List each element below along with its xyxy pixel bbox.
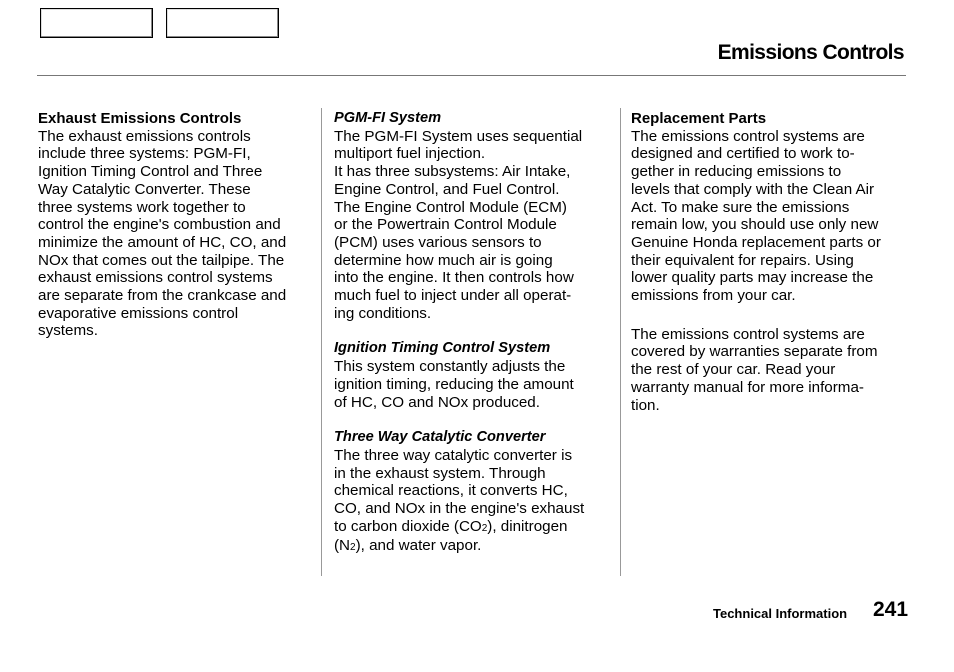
body-line: lower quality parts may increase the: [631, 269, 874, 287]
body-line: ing conditions.: [334, 304, 432, 322]
body-line: tion.: [631, 396, 660, 414]
body-line: multiport fuel injection.: [334, 145, 486, 163]
body-line: levels that comply with the Clean Air: [631, 180, 875, 198]
previous-page-button[interactable]: [40, 8, 153, 38]
body-text: ), dinitrogen: [487, 517, 568, 535]
column-divider: [321, 108, 322, 576]
body-line: This system constantly adjusts the: [334, 358, 566, 376]
body-line: ignition timing, reducing the amount: [334, 375, 574, 393]
body-line: The three way catalytic converter is: [334, 446, 573, 464]
body-line: (PCM) uses various sensors to: [334, 233, 542, 251]
subscript: 2: [350, 542, 356, 554]
body-text: ), and water vapor.: [355, 537, 482, 555]
subscript: 2: [481, 522, 488, 534]
ignition-timing-heading: Ignition Timing Control System: [334, 340, 551, 357]
body-line: systems.: [38, 322, 98, 340]
catalytic-converter-heading: Three Way Catalytic Converter: [334, 429, 546, 446]
body-line: include three systems: PGM-FI,: [38, 145, 251, 163]
body-line: much fuel to inject under all operat-: [334, 287, 572, 305]
body-line: warranty manual for more informa-: [631, 378, 864, 396]
page-number: 241: [873, 598, 909, 621]
pgm-fi-heading: PGM-FI System: [334, 110, 442, 126]
exhaust-emissions-section: [38, 110, 314, 340]
body-line: of HC, CO and NOx produced.: [334, 393, 540, 411]
body-line: Engine Control, and Fuel Control.: [334, 180, 560, 198]
body-line: emissions from your car.: [631, 287, 796, 305]
body-line: The PGM-FI System uses sequential: [334, 127, 583, 145]
body-line: Act. To make sure the emissions: [631, 198, 850, 216]
body-line: The Engine Control Module (ECM): [334, 198, 567, 216]
section-heading: Replacement Parts: [631, 110, 767, 127]
body-line: determine how much air is going: [334, 251, 553, 269]
body-line: into the engine. It then controls how: [334, 269, 574, 287]
body-line: three systems work together to: [38, 198, 246, 216]
body-line: The emissions control systems are: [631, 127, 865, 145]
body-line: The emissions control systems are: [631, 325, 865, 343]
section-heading: Exhaust Emissions Controls: [38, 110, 242, 127]
body-line: covered by warranties separate from: [631, 343, 878, 361]
body-line: The exhaust emissions controls: [38, 127, 251, 145]
body-line: remain low, you should use only new: [631, 216, 879, 234]
page-title: Emissions Controls: [717, 41, 904, 64]
body-line: Way Catalytic Converter. These: [38, 180, 251, 198]
body-line: designed and certified to work to-: [631, 145, 855, 163]
header-divider: [37, 75, 906, 76]
body-line: NOx that comes out the tailpipe. The: [38, 251, 285, 269]
body-line: evaporative emissions control: [38, 304, 239, 322]
body-line: are separate from the crankcase and: [38, 287, 287, 305]
body-line: chemical reactions, it converts HC,: [334, 482, 568, 500]
body-line: exhaust emissions control systems: [38, 269, 273, 287]
next-page-button[interactable]: [166, 8, 279, 38]
replacement-parts-section: [631, 110, 911, 414]
body-text: (N: [334, 537, 351, 555]
body-line: minimize the amount of HC, CO, and: [38, 233, 287, 251]
body-line-n2: [334, 537, 612, 557]
body-line: in the exhaust system. Through: [334, 464, 546, 482]
body-line: gether in reducing emissions to: [631, 163, 842, 181]
section-footer-label: Technical Information: [713, 606, 848, 621]
body-line: or the Powertrain Control Module: [334, 216, 557, 234]
body-line: Ignition Timing Control and Three: [38, 163, 263, 181]
body-line-co2: [334, 518, 612, 538]
body-line: It has three subsystems: Air Intake,: [334, 163, 571, 181]
body-line: their equivalent for repairs. Using: [631, 251, 854, 269]
systems-section: [334, 110, 612, 557]
body-line: Genuine Honda replacement parts or: [631, 233, 881, 251]
body-line: the rest of your car. Read your: [631, 361, 836, 379]
body-text: to carbon dioxide (CO: [334, 517, 482, 535]
body-line: control the engine's combustion and: [38, 216, 281, 234]
body-line: CO, and NOx in the engine's exhaust: [334, 500, 585, 518]
column-divider: [620, 108, 621, 576]
